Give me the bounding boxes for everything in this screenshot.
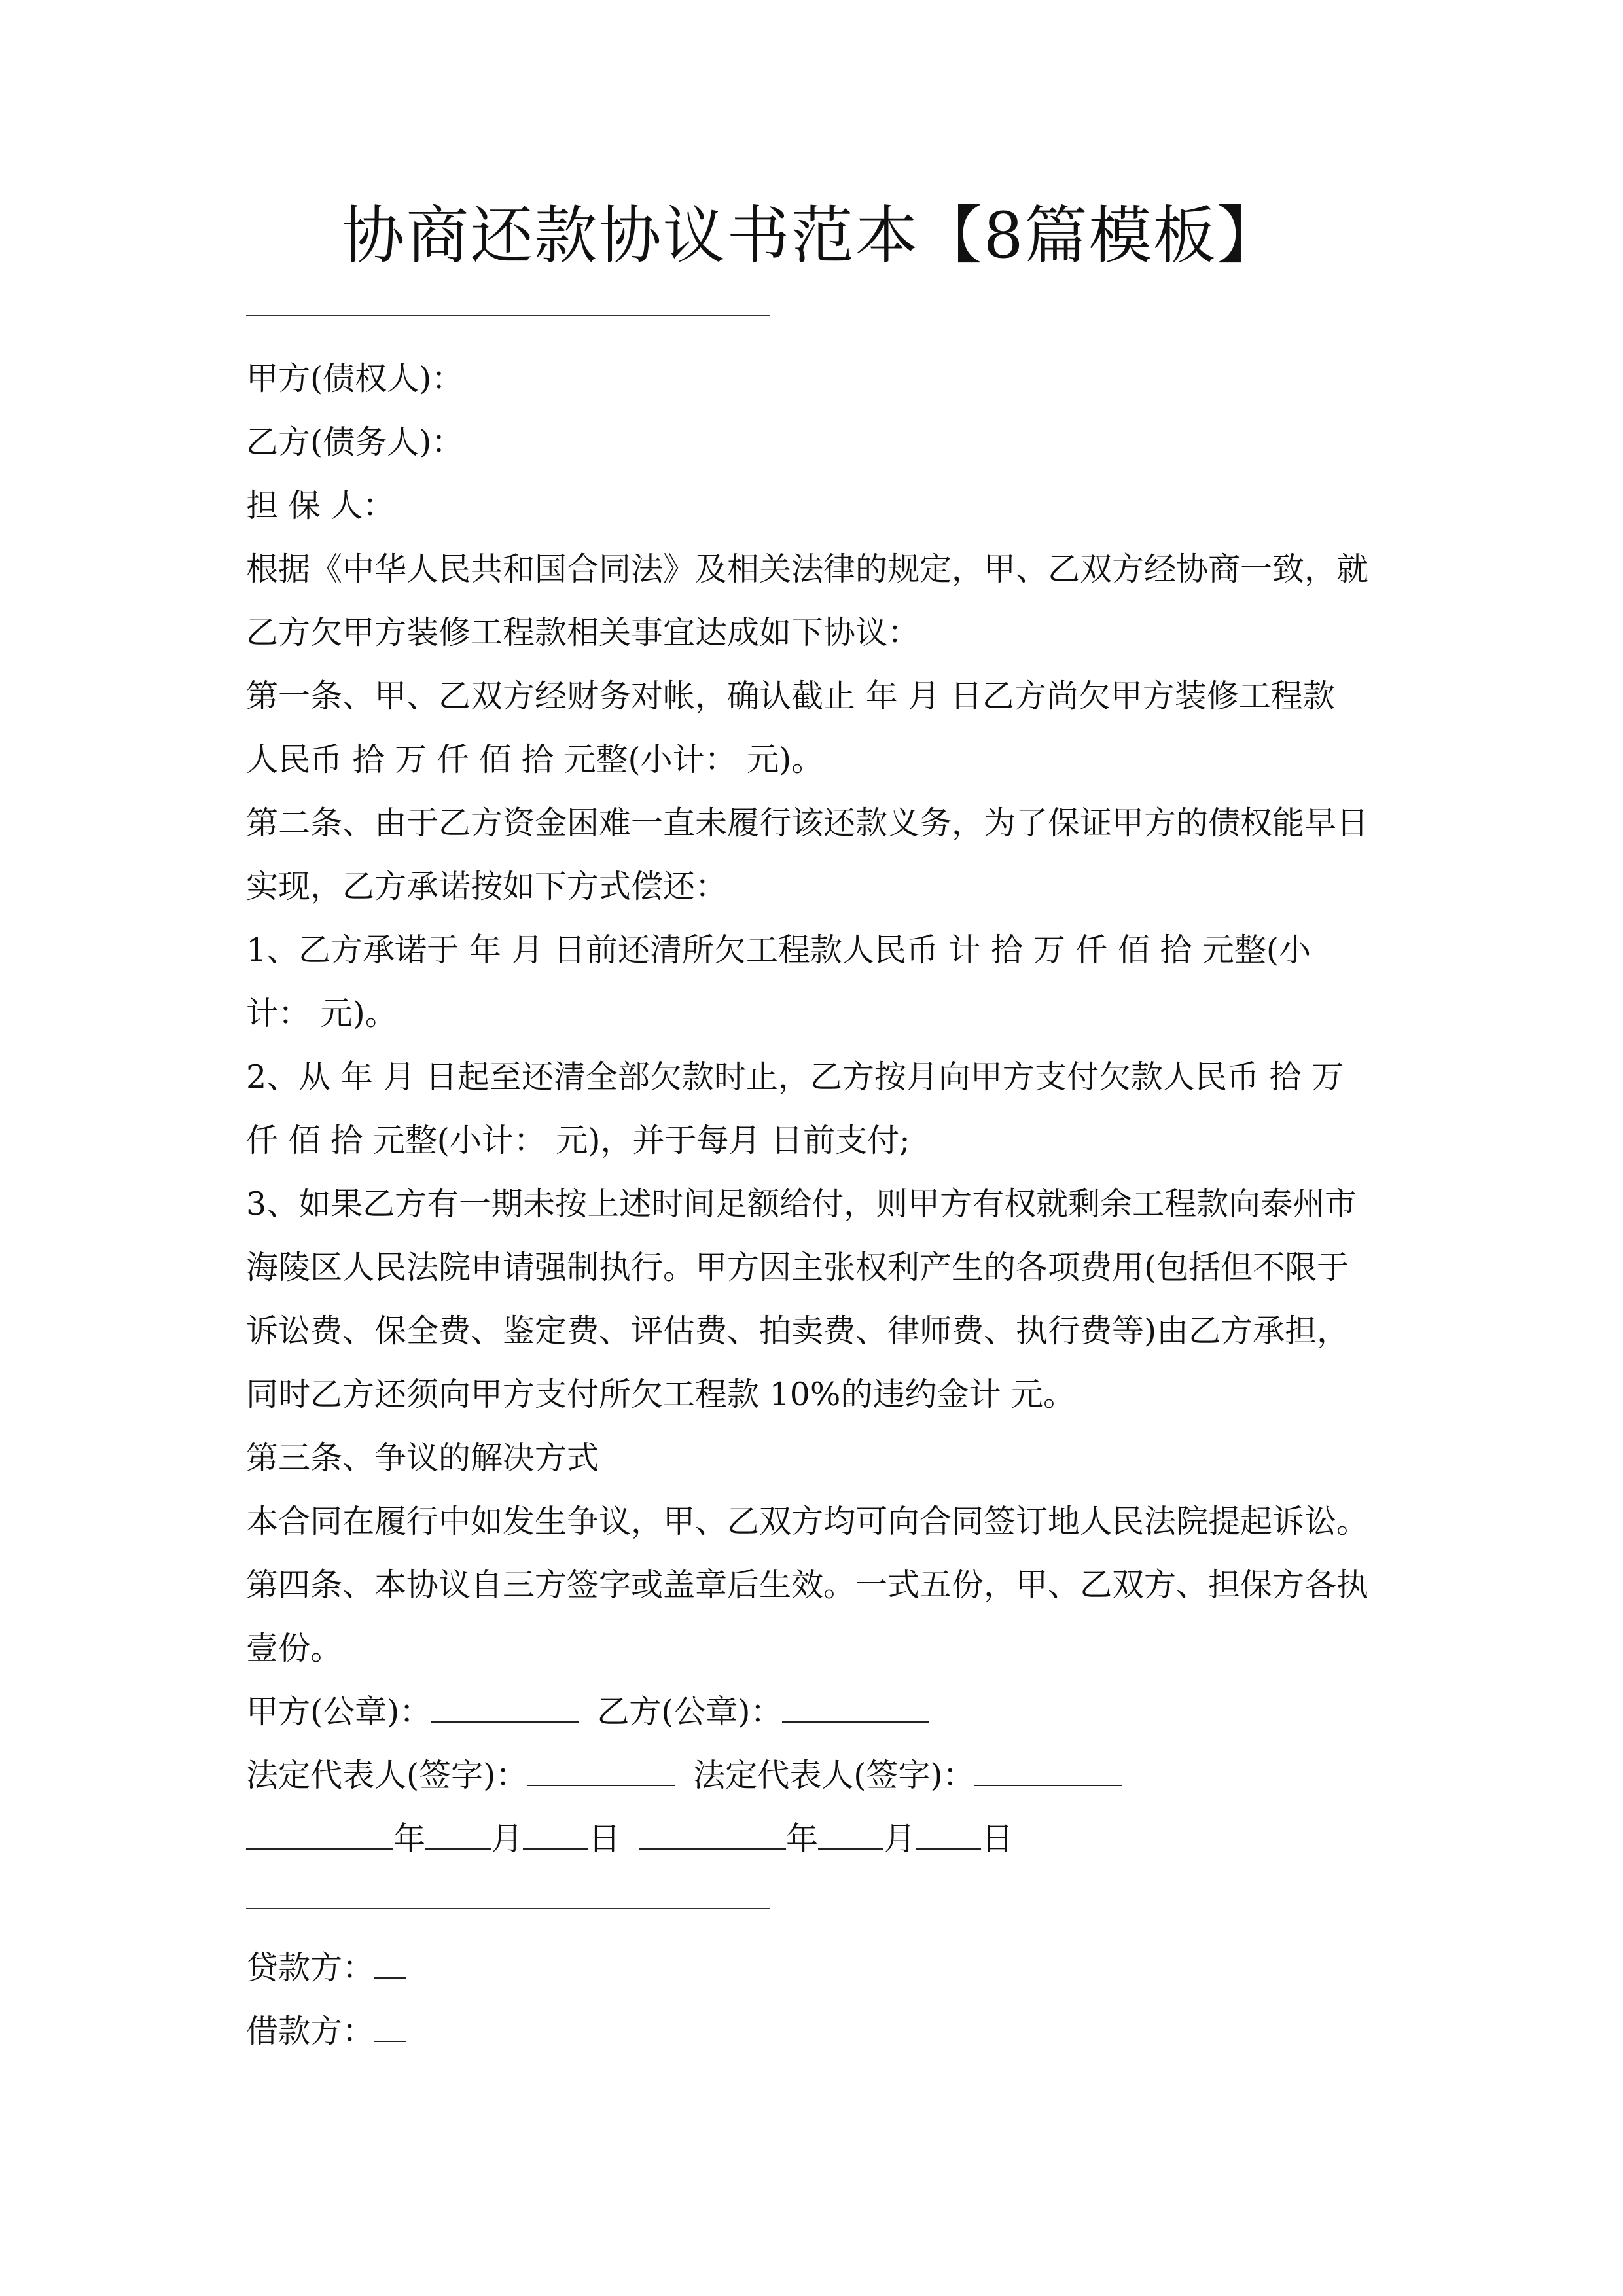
date-row <box>246 1807 1398 1871</box>
text-line: 实现，乙方承诺按如下方式偿还： <box>246 868 728 905</box>
date-b-month-blank <box>818 1820 883 1850</box>
text-line: 计： 元)。 <box>246 995 397 1032</box>
party-a-seal-label: 甲方(公章)： <box>246 1693 432 1731</box>
rep-a-label: 法定代表人(签字)： <box>246 1757 528 1794</box>
text-line: 本合同在履行中如发生争议，甲、乙双方均可向合同签订地人民法院提起诉讼。 <box>246 1503 1369 1540</box>
date-a-year-blank <box>246 1820 393 1850</box>
loan-section <box>246 1936 1398 2063</box>
lender-label: 贷款方： <box>246 1949 375 1986</box>
text-line: 乙方(债务人)： <box>246 423 464 461</box>
text-line: 3、如果乙方有一期未按上述时间足额给付，则甲方有权就剩余工程款向泰州市 <box>246 1185 1357 1223</box>
date-b-year: 年 <box>786 1820 819 1857</box>
rep-b-blank <box>974 1756 1122 1786</box>
date-a-day-blank <box>523 1820 588 1850</box>
agreement-body <box>246 347 1398 1871</box>
rep-b-label: 法定代表人(签字)： <box>693 1757 975 1794</box>
text-line: 2、从 年 月 日起至还清全部欠款时止，乙方按月向甲方支付欠款人民币 拾 万 <box>246 1058 1344 1096</box>
date-a-year: 年 <box>393 1820 426 1857</box>
text-line: 甲方(债权人)： <box>246 360 464 397</box>
text-line: 1、乙方承诺于 年 月 日前还清所欠工程款人民币 计 拾 万 仟 佰 拾 元整(小 <box>246 931 1311 969</box>
text-line: 根据《中华人民共和国合同法》及相关法律的规定，甲、乙双方经协商一致，就 <box>246 550 1369 588</box>
separator-line-bottom <box>246 1908 770 1909</box>
lender-row <box>246 1936 1398 2000</box>
text-line: 担 保 人： <box>246 487 395 524</box>
text-line: 人民币 拾 万 仟 佰 拾 元整(小计： 元)。 <box>246 741 824 778</box>
party-b-seal-label: 乙方(公章)： <box>597 1693 783 1731</box>
text-line: 第一条、甲、乙双方经财务对帐，确认截止 年 月 日乙方尚欠甲方装修工程款 <box>246 677 1335 715</box>
date-a-month: 月 <box>491 1820 524 1857</box>
text-line: 第四条、本协议自三方签字或盖章后生效。一式五份，甲、乙双方、担保方各执 <box>246 1566 1369 1604</box>
date-b-month: 月 <box>883 1820 916 1857</box>
lender-blank <box>374 1948 406 1979</box>
date-a-month-blank <box>425 1820 491 1850</box>
text-line: 仟 佰 拾 元整(小计： 元)，并于每月 日前支付; <box>246 1122 910 1159</box>
text-line: 同时乙方还须向甲方支付所欠工程款 10%的违约金计 元。 <box>246 1376 1076 1413</box>
borrower-label: 借款方： <box>246 2013 375 2050</box>
date-b-year-blank <box>639 1820 786 1850</box>
party-b-seal-blank <box>782 1693 929 1723</box>
date-b-day: 日 <box>981 1820 1014 1857</box>
document-title: 协商还款协议书范本【8篇模板】 <box>342 199 1281 272</box>
seal-row <box>246 1680 1398 1744</box>
rep-a-blank <box>527 1756 675 1786</box>
borrower-row <box>246 2000 1398 2063</box>
text-line: 第三条、争议的解决方式 <box>246 1439 599 1477</box>
separator-line-top <box>246 315 770 316</box>
text-line: 乙方欠甲方装修工程款相关事宜达成如下协议： <box>246 614 920 651</box>
representative-row <box>246 1744 1398 1807</box>
text-line: 海陵区人民法院申请强制执行。甲方因主张权利产生的各项费用(包括但不限于 <box>246 1249 1349 1286</box>
borrower-blank <box>374 2012 406 2042</box>
date-b-day-blank <box>916 1820 981 1850</box>
party-a-seal-blank <box>431 1693 579 1723</box>
text-line: 壹份。 <box>246 1630 343 1667</box>
text-line: 第二条、由于乙方资金困难一直未履行该还款义务，为了保证甲方的债权能早日 <box>246 804 1369 842</box>
date-a-day: 日 <box>588 1820 621 1857</box>
text-line: 诉讼费、保全费、鉴定费、评估费、拍卖费、律师费、执行费等)由乙方承担， <box>246 1312 1349 1350</box>
